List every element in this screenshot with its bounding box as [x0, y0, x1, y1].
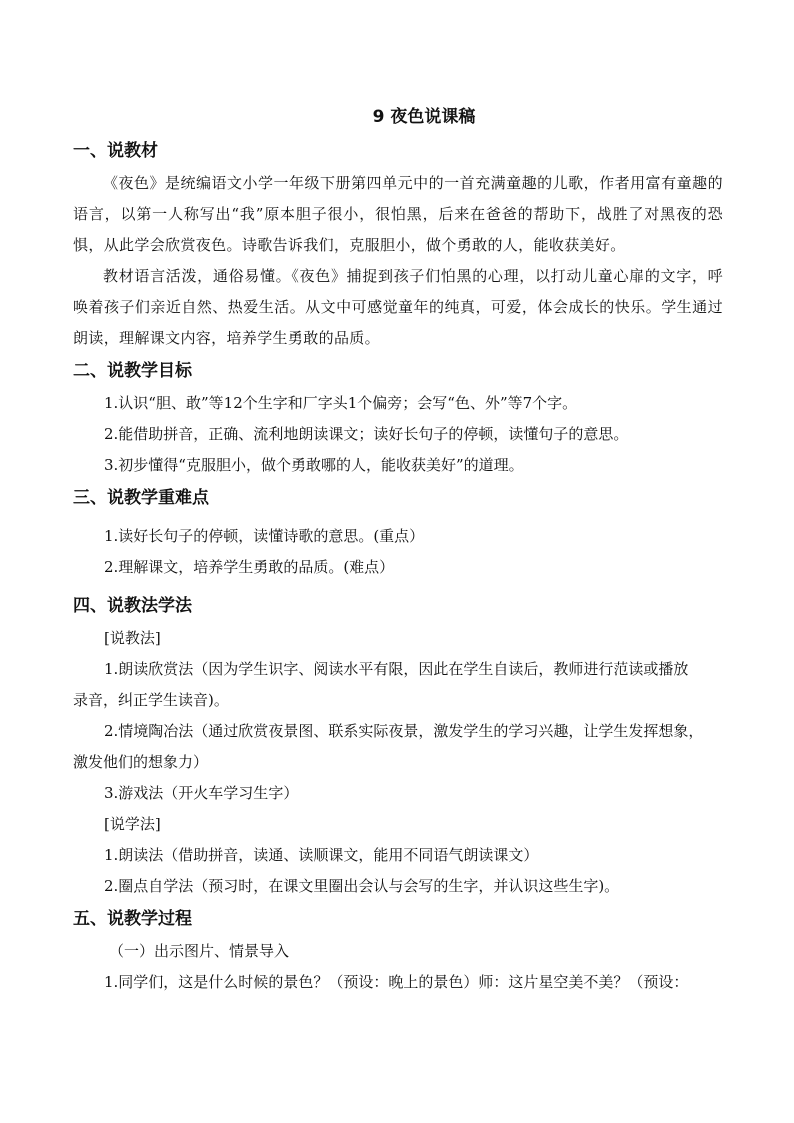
document-page [73, 100, 723, 998]
subsection-heading: （一）出示图片、情景导入 [109, 942, 290, 960]
list-item: 2.圈点自学法（预习时，在课文里圈出会认与会写的生字，并认识这些生字)。 [104, 877, 620, 895]
list-item: 3.初步懂得“克服胆小，做个勇敢哪的人，能收获美好”的道理。 [104, 456, 524, 474]
section-heading-1: 一、说教材 [73, 141, 158, 161]
list-item: 2.情境陶冶法（通过欣赏夜景图、联系实际夜景，激发学生的学习兴趣，让学生发挥想象， [104, 722, 704, 740]
list-item: 1.朗读欣赏法（因为学生识字、阅读水平有限，因此在学生自读后，教师进行范读或播放 [104, 660, 689, 678]
learning-method-label: [说学法] [104, 815, 161, 833]
list-item: 2.能借助拼音，正确、流利地朗读课文；读好长句子的停顿，读懂句子的意思。 [104, 425, 629, 443]
section-heading-4: 四、说教法学法 [73, 596, 192, 616]
paragraph-2: 教材语言活泼，通俗易懂。《夜色》捕捉到孩子们怕黑的心理，以打动儿童心扉的文字，呼唤着孩子们亲近自然、热爱生活。从文中可感觉童年的纯真，可爱，体会成长的快乐。学生通过朗读，理解课文内容，培养学生勇敢的品质。 [73, 267, 723, 347]
paragraph-1: 《夜色》是统编语文小学一年级下册第四单元中的一首充满童趣的儿歌，作者用富有童趣的语言，以第一人称写出“我”原本胆子很小，很怕黑，后来在爸爸的帮助下，战胜了对黑夜的恐惧，从此学会欣赏夜色。诗歌告诉我们，克服胆小，做个勇敢的人，能收获美好。 [73, 174, 723, 254]
teaching-method-label: [说教法] [104, 629, 161, 647]
list-item-continuation: 录音，纠正学生读音)。 [73, 691, 229, 709]
list-item: 2.理解课文，培养学生勇敢的品质。(难点） [104, 558, 395, 576]
list-item: 1.朗读法（借助拼音，读通、读顺课文，能用不同语气朗读课文） [104, 846, 539, 864]
list-item: 1.认识“胆、敢”等12个生字和厂字头1个偏旁；会写“色、外”等7个字。 [104, 394, 578, 412]
list-item: 1.读好长句子的停顿，读懂诗歌的意思。(重点） [104, 527, 425, 545]
list-item: 1.同学们，这是什么时候的景色？（预设：晚上的景色）师：这片星空美不美？（预设： [104, 973, 689, 991]
page-title: 9 夜色说课稿 [372, 107, 476, 127]
section-heading-5: 五、说教学过程 [73, 909, 192, 929]
list-item: 3.游戏法（开火车学习生字） [104, 784, 299, 802]
section-heading-3: 三、说教学重难点 [73, 488, 209, 508]
section-heading-2: 二、说教学目标 [73, 361, 192, 381]
list-item-continuation: 激发他们的想象力） [73, 753, 209, 771]
